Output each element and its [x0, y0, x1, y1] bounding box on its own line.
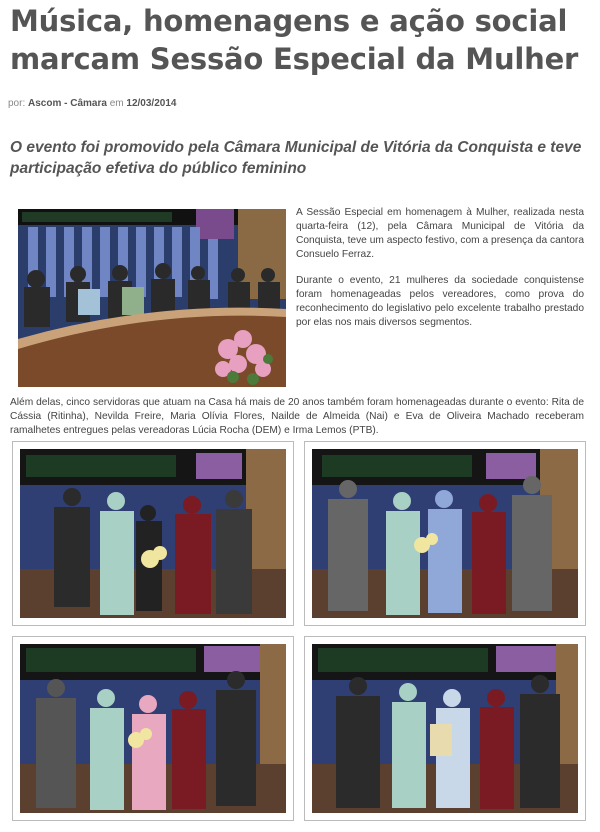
honoree-group-photo-3[interactable] [12, 636, 294, 821]
article-paragraph: Além delas, cinco servidoras que atuam na Casa há mais de 20 anos também foram homenageadas durante o evento: Rita de Cássia (Ritinha), Nevilda Freire, Maria Olívia Flores, Nailde de Almeida (Nai) e Eva de Oliveira Machado receberam ramalhetes entregues pelas vereadoras Lúcia Rocha (DEM) e Irma Lemos (PTB). [10, 397, 584, 436]
article-paragraph: A Sessão Especial em homenagem à Mulher, realizada nesta quarta-feira (12), pela Câmara Municipal de Vitória da Conquista, teve um aspecto festivo, com a presença da cantora Consuelo Ferraz. [296, 207, 584, 260]
byline-author[interactable]: Ascom - Câmara [28, 98, 107, 109]
byline-date-prefix: em [109, 98, 124, 109]
article-title: Música, homenagens e ação social marcam Sessão Especial da Mulher [10, 4, 579, 76]
honoree-group-photo-1[interactable] [12, 441, 294, 626]
photo-gallery [12, 441, 595, 829]
article-subtitle: O evento foi promovido pela Câmara Municipal de Vitória da Conquista e teve participação efetiva do público feminino [10, 139, 582, 177]
byline [8, 98, 176, 109]
session-plenary-photo [18, 209, 286, 387]
honoree-group-photo-4[interactable] [304, 636, 586, 821]
byline-date: 12/03/2014 [126, 98, 177, 109]
byline-prefix: por: [8, 98, 26, 109]
honoree-group-photo-2[interactable] [304, 441, 586, 626]
article-body [10, 206, 584, 436]
article-paragraph: Durante o evento, 21 mulheres da sociedade conquistense foram homenageadas pelos vereadores, como prova do reconhecimento do legislativo pelo excelente trabalho prestado por elas nos mais diversos segmentos. [296, 275, 584, 328]
